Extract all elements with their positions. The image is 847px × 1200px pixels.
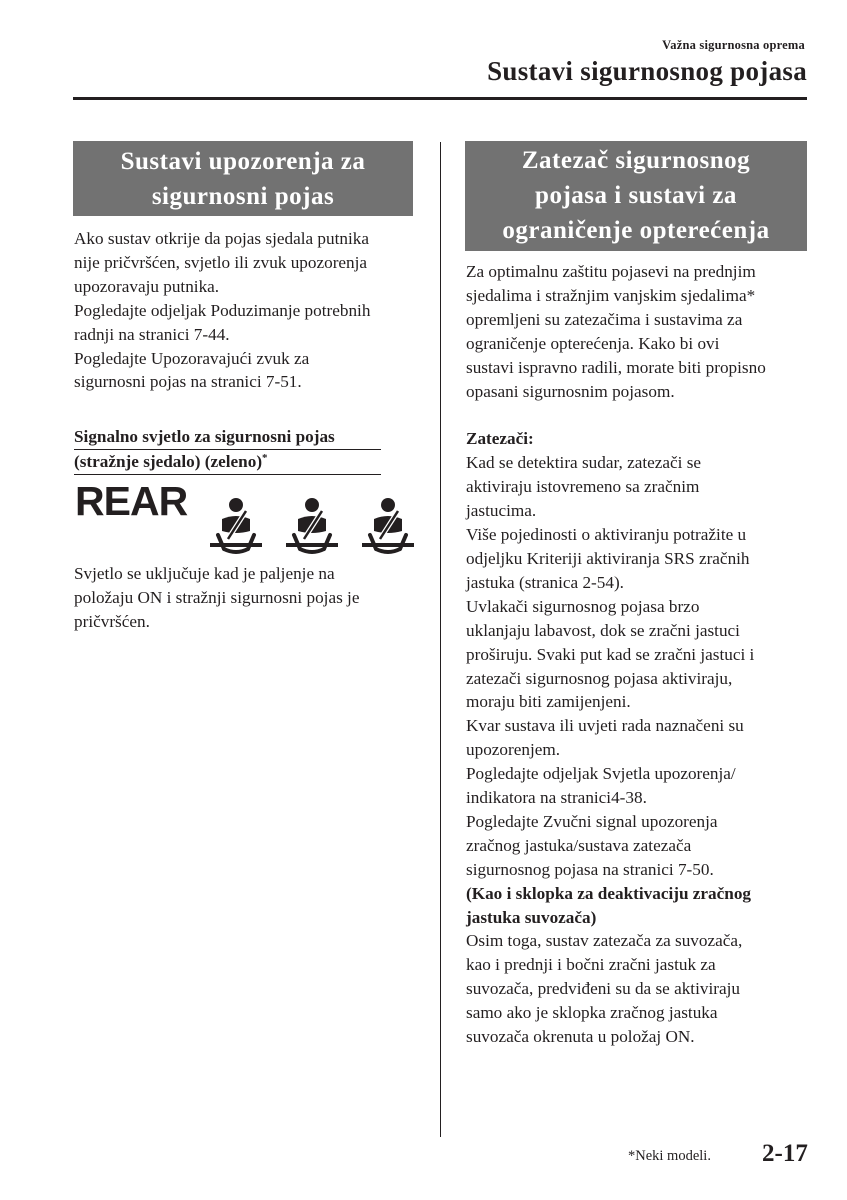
text-line: ograničenje opterećenja. Kako bi ovi [466,333,720,353]
text-line: moraju biti zamijenjeni. [466,692,631,712]
rear-indicator-label: REAR [75,478,188,524]
text-line: upozoravaju putnika. [74,276,220,296]
text-line: Kvar sustava ili uvjeti rada naznačeni su [466,716,744,736]
column-divider [440,142,441,1137]
text-line: odjeljku Kriteriji aktiviranja SRS zračnih [466,548,750,568]
text-line: uklanjaju labavost, dok se zračni jastuci [466,620,740,640]
page-title: Sustavi sigurnosnog pojasa [487,56,807,86]
text-line: suvozača, predviđeni su da se aktiviraju [466,979,740,999]
text-line: sigurnosnog pojasa na stranici 7-50. [466,859,714,879]
header-rule [73,97,807,100]
text-line: opasani sigurnosnim pojasom. [466,381,675,401]
text-line: sustavi ispravno radili, morate biti propisno [466,357,766,377]
footnote: *Neki modeli. [628,1148,711,1164]
text-line: opremljeni su zatezačima i sustavima za [466,309,743,329]
text-line: Ako sustav otkrije da pojas sjedala putnika [74,229,369,248]
text-line: indikatora na stranici4-38. [466,788,647,808]
subheading-line [74,450,381,475]
left-section-title-box [73,141,413,216]
right-title-line: pojasa i sustavi za [535,182,737,209]
rear-light-description [74,562,419,634]
page-number: 2-17 [762,1140,808,1167]
text-line: jastuka (stranica 2-54). [466,572,624,592]
zatezaci-heading: Zatezači: [466,429,534,449]
left-intro-text [74,227,419,394]
text-line: Svjetlo se uključuje kad je paljenje na [74,564,335,583]
text-line: zatezači sigurnosnog pojasa aktiviraju, [466,668,733,688]
text-line: Uvlakači sigurnosnog pojasa brzo [466,596,700,616]
seatbelt-icon [208,497,264,557]
rear-belt-light-subheading [74,425,381,475]
right-section-title-box [465,141,807,251]
bold-line: (Kao i sklopka za deaktivaciju zračnog [466,883,752,903]
text-line: sjedalima i stražnjim vanjskim sjedalima* [466,285,756,305]
text-line: zračnog jastuka/sustava zatezača [466,835,692,855]
text-line: sigurnosni pojas na stranici 7-51. [74,372,302,392]
right-title-line: Zatezač sigurnosnog [521,147,751,174]
header-section-label: Važna sigurnosna oprema [662,38,805,52]
seatbelt-icon [284,497,340,557]
text-line: Osim toga, sustav zatezača za suvozača, [466,931,743,951]
text-line: jastucima. [466,501,537,521]
text-line: pričvršćen. [74,611,150,631]
text-line: Pogledajte odjeljak Poduzimanje potrebnih [74,300,371,320]
text-line: suvozača okrenuta u položaj ON. [466,1027,695,1047]
right-body-text [466,260,811,1049]
text-line: kao i prednji i bočni zračni jastuk za [466,955,716,975]
text-line: proširuju. Svaki put kad se zračni jastuci i [466,644,755,664]
left-title-line: sigurnosni pojas [151,183,335,210]
text-line: aktiviraju istovremeno sa zračnim [466,477,700,497]
seatbelt-icon [360,497,416,557]
subheading-text: (stražnje sjedalo) (zeleno) [74,451,263,471]
subheading-line: Signalno svjetlo za sigurnosni pojas [74,425,381,450]
right-title-line: ograničenje opterećenja [502,217,770,244]
text-line: samo ako je sklopka zračnog jastuka [466,1003,718,1023]
bold-line: jastuka suvozača) [466,907,597,927]
text-line: Kad se detektira sudar, zatezači se [466,453,702,473]
text-line: nije pričvršćen, svjetlo ili zvuk upozorenja [74,252,368,272]
text-line: upozorenjem. [466,740,561,760]
text-line: Pogledajte odjeljak Svjetla upozorenja/ [466,764,736,784]
text-line: Za optimalnu zaštitu pojasevi na prednjim [466,262,756,281]
text-line: radnji na stranici 7-44. [74,324,230,344]
left-title-line: Sustavi upozorenja za [120,148,366,175]
text-line: Više pojedinosti o aktiviranju potražite u [466,525,747,545]
text-line: Pogledajte Upozoravajući zvuk za [74,348,310,368]
text-line: Pogledajte Zvučni signal upozorenja [466,811,718,831]
footnote-mark: * [262,451,268,464]
text-line: položaju ON i stražnji sigurnosni pojas je [74,587,360,607]
